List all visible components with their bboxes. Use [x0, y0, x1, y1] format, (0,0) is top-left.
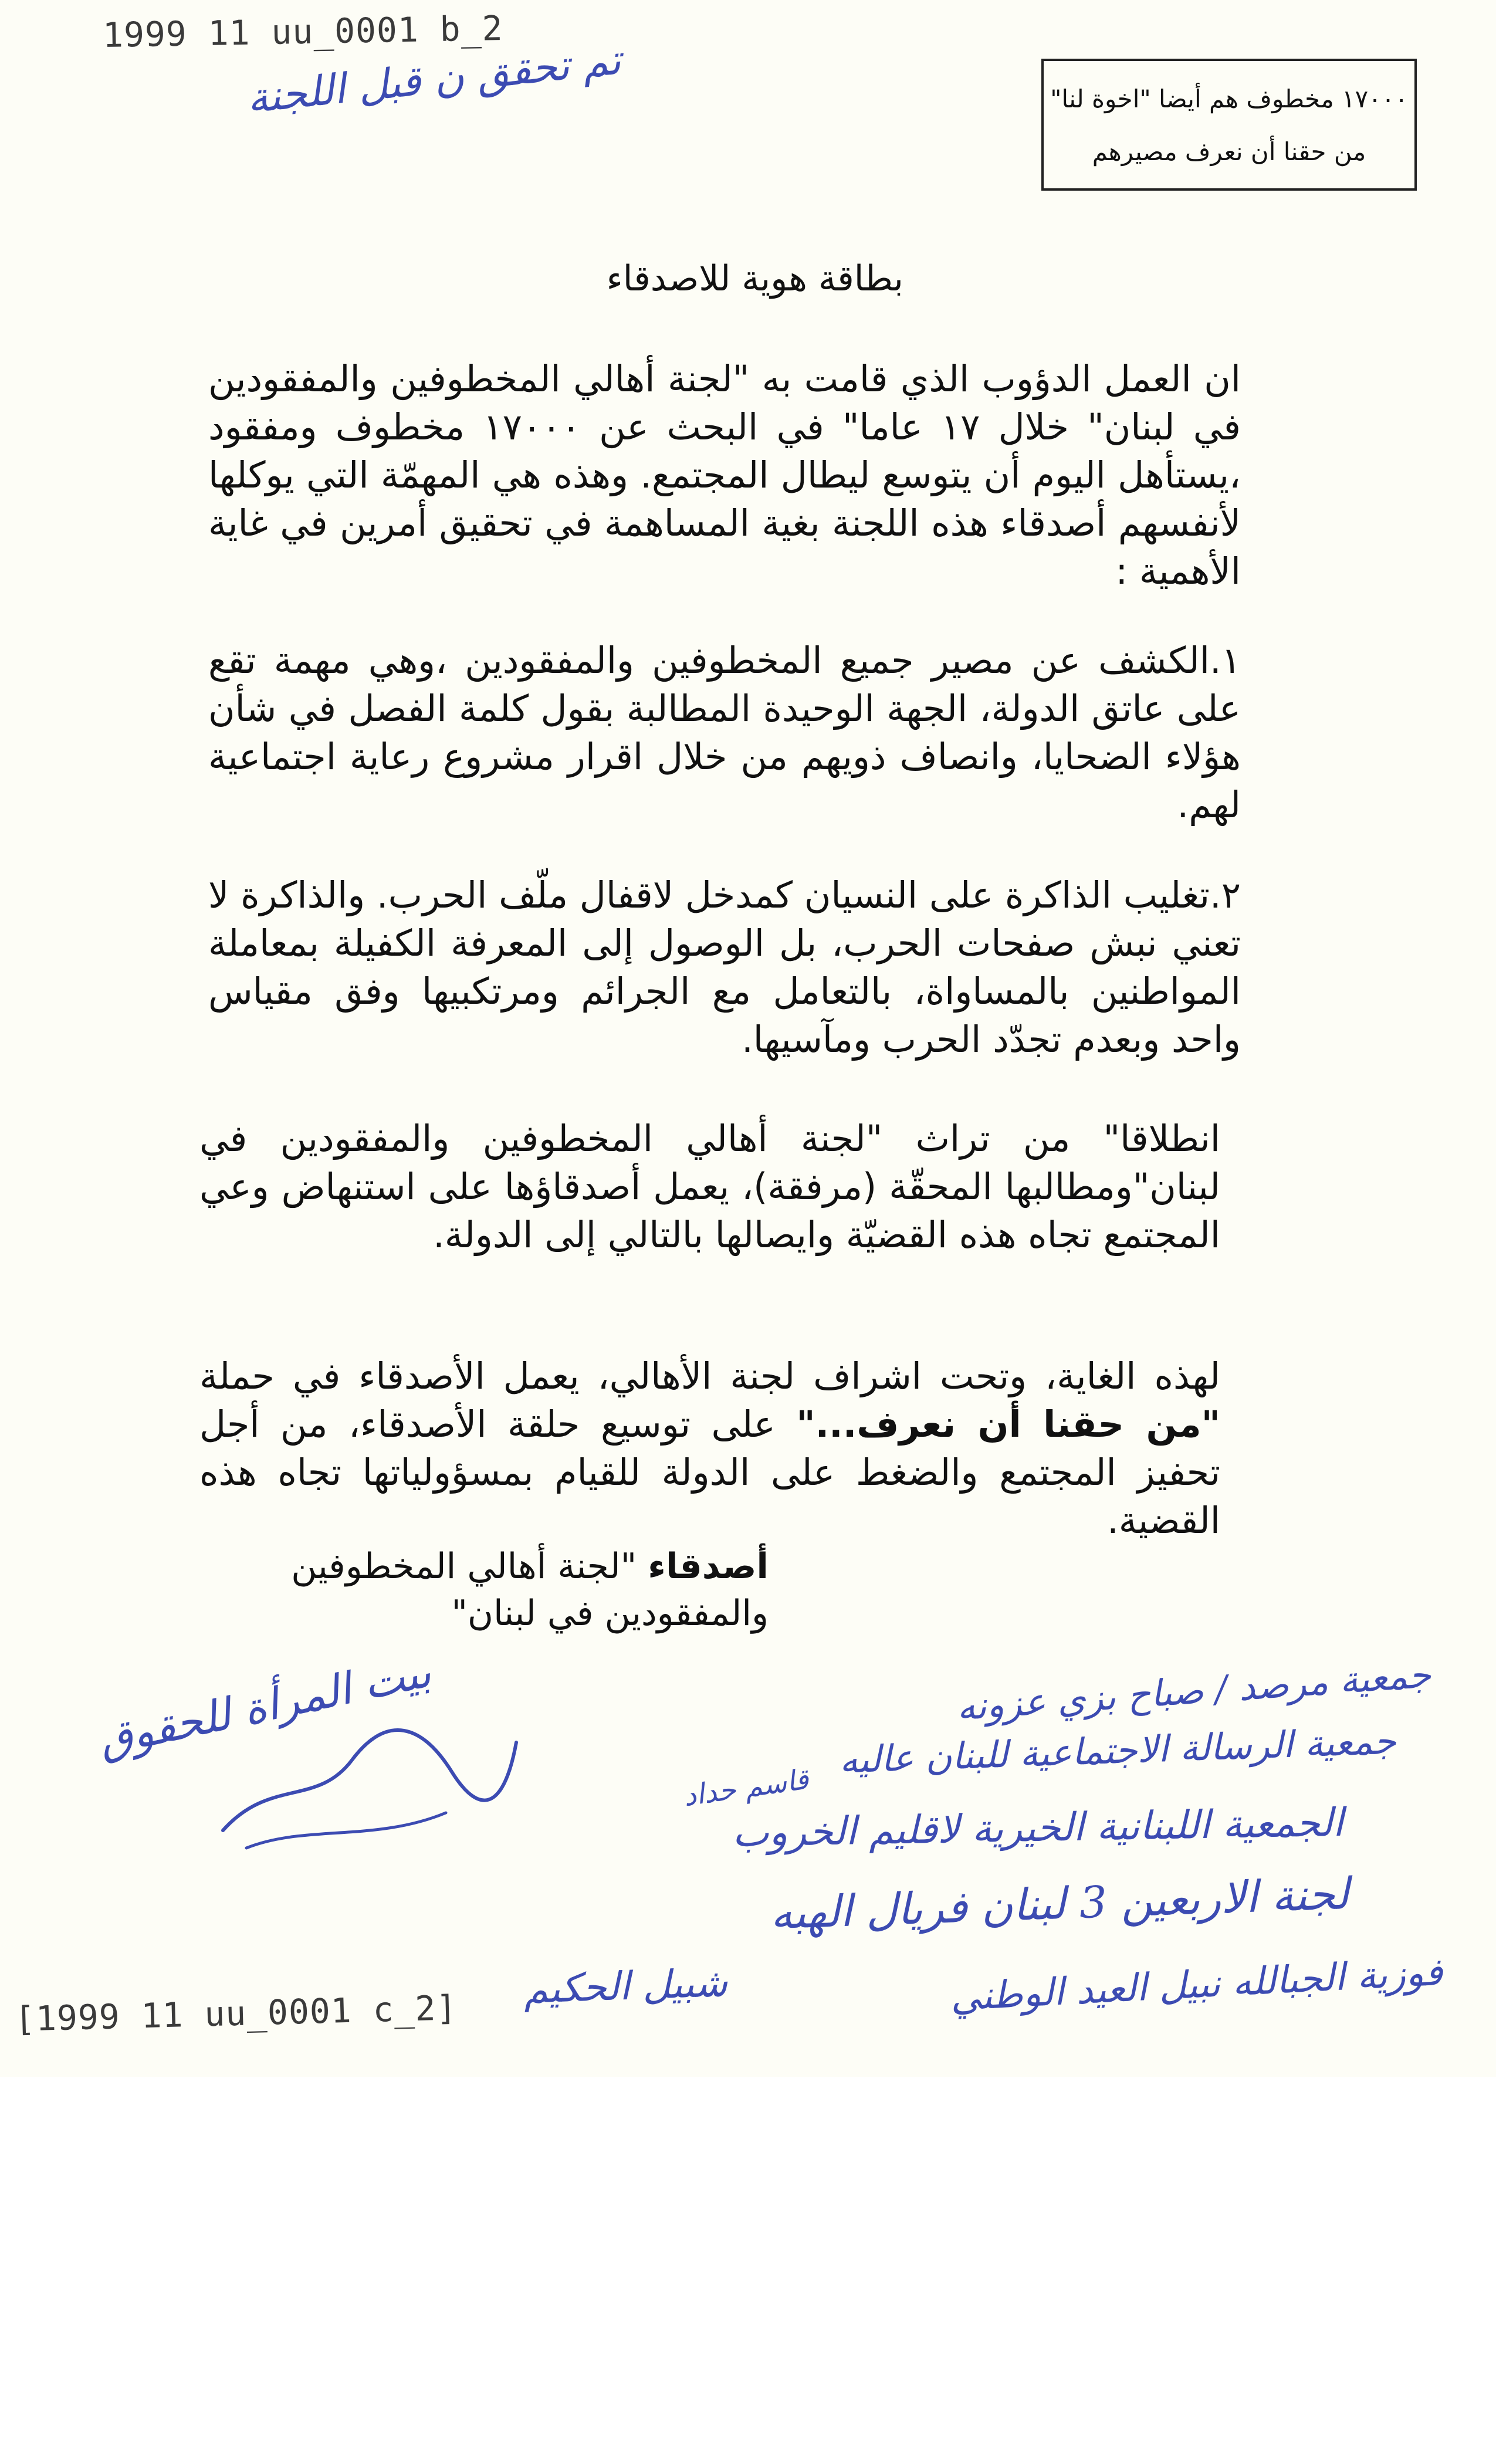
heritage-paragraph: انطلاقا" من تراث "لجنة أهالي المخطوفين والمفقودين في لبنان"ومطالبها المحقّة (مرفقة)، يعمل أصدقاؤها على استنهاض وعي المجتمع تجاه هذه القضيّة وايصالها بالتالي إلى الدولة. [199, 1117, 1220, 1256]
campaign-name: "من حقنا أن نعرف..." [796, 1403, 1220, 1446]
campaign-text-before: لهذه الغاية، وتحت اشراف لجنة الأهالي، يعمل الأصدقاء في حملة [199, 1355, 1220, 1397]
boxed-note-line1: ١٧٠٠٠ مخطوف هم أيضا "اخوة لنا" [1050, 84, 1408, 113]
signature-line-1 [235, 1543, 769, 1590]
handwritten-signatory-bottom-left: شبيل الحكيم [523, 1959, 729, 2013]
archive-stamp-top: 1999 11 uu_0001 b_2 [102, 8, 504, 55]
handwritten-signatory-left-1: بيت المرأة للحقوق [94, 1646, 436, 1766]
handwritten-signatory-right-1: جمعية مرصد / صباح بزي عزونه [955, 1653, 1433, 1729]
handwritten-signatory-right-6: فوزية الجبالله نبيل العيد الوطني [949, 1950, 1444, 2020]
intro-paragraph: ان العمل الدؤوب الذي قامت به "لجنة أهالي المخطوفين والمفقودين في لبنان" خلال ١٧ عاما" في البحث عن ١٧٠٠٠ مخطوف ومفقود ،يستأهل اليوم أن يتوسع ليطال المجتمع. وهذه هي المهمّة التي يوكلها لأنفسهم أصدقاء هذه اللجنة بغية المساهمة في تحقيق أمرين في غاية الأهمية : [208, 357, 1241, 593]
point-two-paragraph: ٢.تغليب الذاكرة على النسيان كمدخل لاقفال ملّف الحرب. والذاكرة لا تعني نبش صفحات الحرب، بل الوصول إلى المعرفة الكفيلة بمعاملة المواطنين بالمساواة، بالتعامل مع الجرائم ومرتكبيها وفق مقياس واحد وبعدم تجدّد الحرب ومآسيها. [208, 874, 1241, 1061]
boxed-note [1041, 59, 1417, 191]
signature-line-2: والمفقودين في لبنان" [451, 1593, 769, 1634]
signature-friends-word: أصدقاء [648, 1546, 769, 1587]
archive-stamp-bottom: [ 1999 11 uu_0001 c_2 ] [14, 1988, 458, 2039]
handwritten-signatory-right-5: لجنة الاربعين 3 لبنان فريال الهبه [769, 1869, 1350, 1940]
handwritten-signatory-right-3: قاسم حداد [681, 1762, 811, 1813]
signature-block [235, 1543, 769, 1637]
signature-committee-name: "لجنة أهالي المخطوفين [291, 1546, 648, 1587]
point-one-paragraph: ١.الكشف عن مصير جميع المخطوفين والمفقودين ،وهي مهمة تقع على عاتق الدولة، الجهة الوحيدة المطالبة بقول كلمة الفصل في شأن هؤلاء الضحايا، وانصاف ذويهم من خلال اقرار مشروع رعاية اجتماعية لهم. [208, 639, 1241, 826]
handwritten-signatory-right-4: الجمعية اللبنانية الخيرية لاقليم الخروب [732, 1799, 1344, 1856]
campaign-paragraph [199, 1352, 1220, 1545]
signature-scribble-left [199, 1690, 528, 1866]
handwritten-signatory-right-2: جمعية الرسالة الاجتماعية للبنان عاليه [838, 1719, 1397, 1782]
campaign-text-after: على توسيع حلقة الأصدقاء، من أجل تحفيز المجتمع والضغط على الدولة للقيام بمسؤولياتها تجاه هذه القضية. [199, 1403, 1220, 1542]
boxed-note-line2: من حقنا أن نعرف مصيرهم [1092, 137, 1366, 166]
handwritten-top-note: تم تحقق ن قبل اللجنة [244, 35, 624, 123]
document-title: بطاقة هوية للاصدقاء [606, 258, 903, 299]
